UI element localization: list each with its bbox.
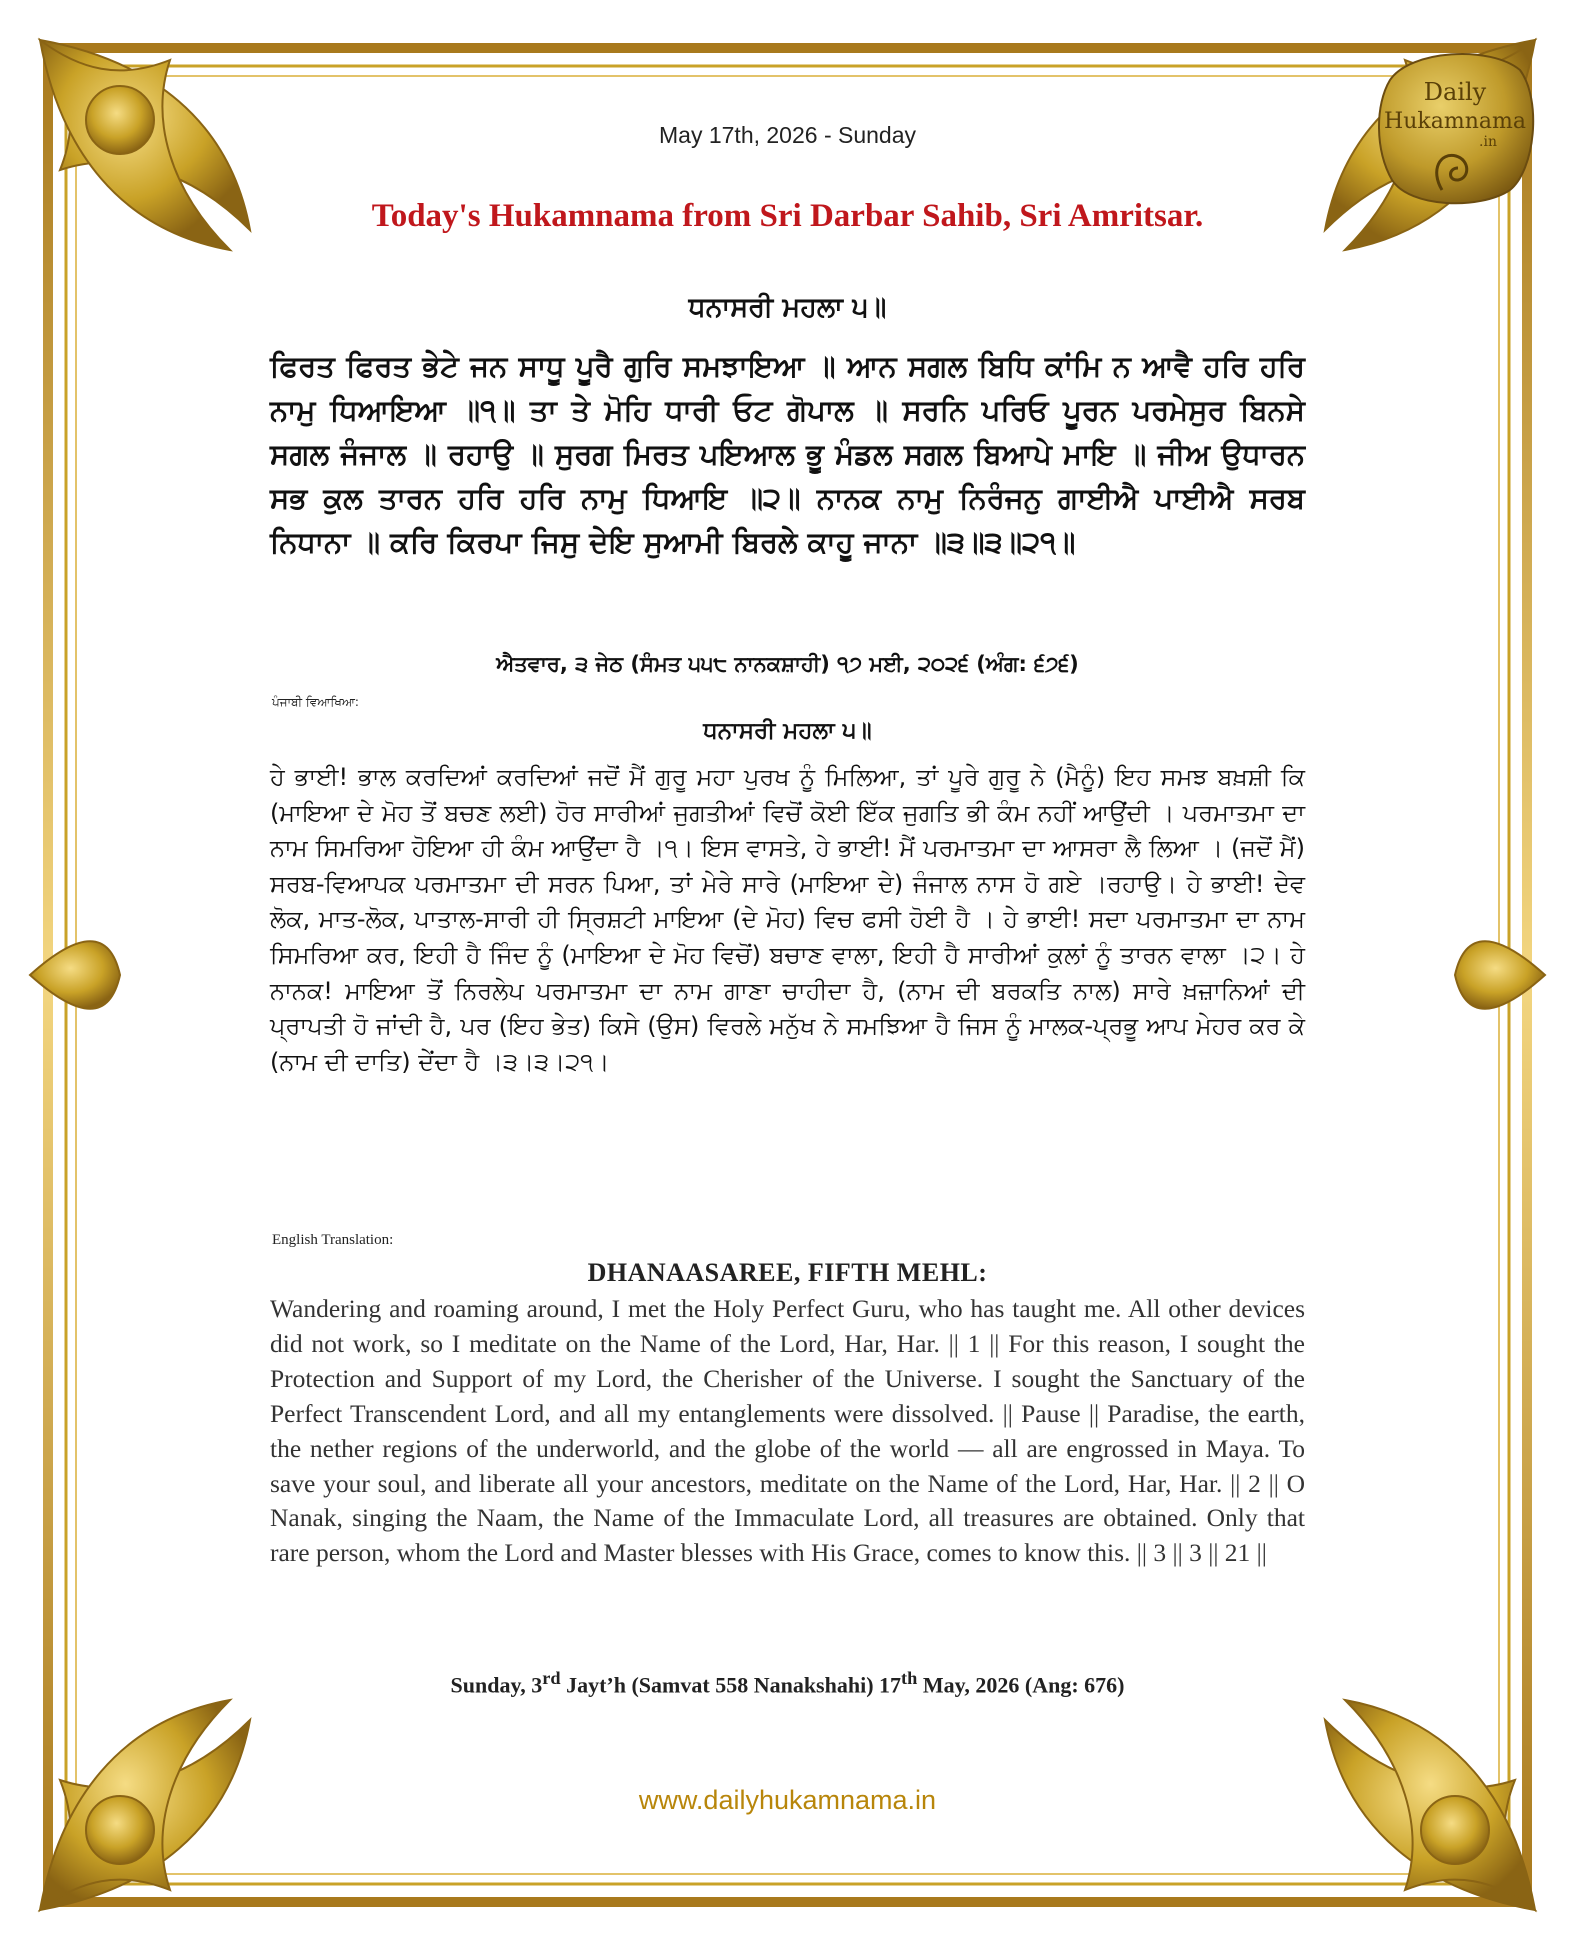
logo-line2: Hukamnama — [1384, 109, 1526, 134]
punjabi-explanation-label: ਪੰਜਾਬੀ ਵਿਆਖਿਆ: — [272, 695, 359, 709]
footer-part-b: Jayt’h (Samvat 558 Nanakshahi) 17 — [560, 1672, 902, 1698]
logo-line3: .in — [1479, 134, 1497, 150]
gurbani-text: ਫਿਰਤ ਫਿਰਤ ਭੇਟੇ ਜਨ ਸਾਧੂ ਪੂਰੈ ਗੁਰਿ ਸਮਝਾਇਆ ॥ ਆਨ ਸਗਲ ਬਿਧਿ ਕਾਂਮਿ ਨ ਆਵੈ ਹਰਿ ਹਰਿ ਨਾਮੁ ਧਿਆਇਆ ॥੧॥ ਤਾ ਤੇ ਮੋਹਿ ਧਾਰੀ ਓਟ ਗੋਪਾਲ ॥ ਸਰਨਿ ਪਰਿਓ ਪੂਰਨ ਪਰਮੇਸੁਰ ਬਿਨਸੇ ਸਗਲ ਜੰਜਾਲ ॥ ਰਹਾਉ ॥ ਸੁਰਗ ਮਿਰਤ ਪਇਆਲ ਭੂ ਮੰਡਲ ਸਗਲ ਬਿਆਪੇ ਮਾਇ ॥ ਜੀਅ ਉਧਾਰਨ ਸਭ ਕੁਲ ਤਾਰਨ ਹਰਿ ਹਰਿ ਨਾਮੁ ਧਿਆਇ ॥੨॥ ਨਾਨਕ ਨਾਮੁ ਨਿਰੰਜਨੁ ਗਾਈਐ ਪਾਈਐ ਸਰਬ ਨਿਧਾਨਾ ॥ ਕਰਿ ਕਿਰਪਾ ਜਿਸੁ ਦੇਇ ਸੁਆਮੀ ਬਿਰਲੇ ਕਾਹੂ ਜਾਨਾ ॥੩॥੩॥੨੧॥ — [270, 349, 1305, 559]
date-line: May 17th, 2026 - Sunday — [659, 122, 916, 148]
footer-sup-rd: rd — [542, 1668, 561, 1688]
website-link[interactable]: www.dailyhukamnama.in — [638, 1785, 937, 1815]
punjabi-explanation-text: ਹੇ ਭਾਈ! ਭਾਲ ਕਰਦਿਆਂ ਕਰਦਿਆਂ ਜਦੋਂ ਮੈਂ ਗੁਰੂ ਮਹਾ ਪੁਰਖ ਨੂੰ ਮਿਲਿਆ, ਤਾਂ ਪੂਰੇ ਗੁਰੂ ਨੇ (ਮੈਨੂੰ) ਇਹ ਸਮਝ ਬਖ਼ਸ਼ੀ ਕਿ (ਮਾਇਆ ਦੇ ਮੋਹ ਤੋਂ ਬਚਣ ਲਈ) ਹੋਰ ਸਾਰੀਆਂ ਜੁਗਤੀਆਂ ਵਿਚੋਂ ਕੋਈ ਇੱਕ ਜੁਗਤਿ ਭੀ ਕੰਮ ਨਹੀਂ ਆਉਂਦੀ । ਪਰਮਾਤਮਾ ਦਾ ਨਾਮ ਸਿਮਰਿਆ ਹੋਇਆ ਹੀ ਕੰਮ ਆਉਂਦਾ ਹੈ ।੧। ਇਸ ਵਾਸਤੇ, ਹੇ ਭਾਈ! ਮੈਂ ਪਰਮਾਤਮਾ ਦਾ ਆਸਰਾ ਲੈ ਲਿਆ । (ਜਦੋਂ ਮੈਂ) ਸਰਬ-ਵਿਆਪਕ ਪਰਮਾਤਮਾ ਦੀ ਸਰਨ ਪਿਆ, ਤਾਂ ਮੇਰੇ ਸਾਰੇ (ਮਾਇਆ ਦੇ) ਜੰਜਾਲ ਨਾਸ ਹੋ ਗਏ ।ਰਹਾਉ। ਹੇ ਭਾਈ! ਦੇਵ ਲੋਕ, ਮਾਤ-ਲੋਕ, ਪਾਤਾਲ-ਸਾਰੀ ਹੀ ਸ੍ਰਿਸ਼ਟੀ ਮਾਇਆ (ਦੇ ਮੋਹ) ਵਿਚ ਫਸੀ ਹੋਈ ਹੈ । ਹੇ ਭਾਈ! ਸਦਾ ਪਰਮਾਤਮਾ ਦਾ ਨਾਮ ਸਿਮਰਿਆ ਕਰ, ਇਹੀ ਹੈ ਜਿੰਦ ਨੂੰ (ਮਾਇਆ ਦੇ ਮੋਹ ਵਿਚੋਂ) ਬਚਾਣ ਵਾਲਾ, ਇਹੀ ਹੈ ਸਾਰੀਆਂ ਕੁਲਾਂ ਨੂੰ ਤਾਰਨ ਵਾਲਾ ।੨। ਹੇ ਨਾਨਕ! ਮਾਇਆ ਤੋਂ ਨਿਰਲੇਪ ਪਰਮਾਤਮਾ ਦਾ ਨਾਮ ਗਾਣਾ ਚਾਹੀਦਾ ਹੈ, (ਨਾਮ ਦੀ ਬਰਕਤਿ ਨਾਲ) ਸਾਰੇ ਖ਼ਜ਼ਾਨਿਆਂ ਦੀ ਪ੍ਰਾਪਤੀ ਹੋ ਜਾਂਦੀ ਹੈ, ਪਰ (ਇਹ ਭੇਤ) ਕਿਸੇ (ਉਸ) ਵਿਰਲੇ ਮਨੁੱਖ ਨੇ ਸਮਝਿਆ ਹੈ ਜਿਸ ਨੂੰ ਮਾਲਕ-ਪ੍ਰਭੂ ਆਪ ਮੇਹਰ ਕਰ ਕੇ (ਨਾਮ ਦੀ ਦਾਤਿ) ਦੇਂਦਾ ਹੈ ।੩।੩।੨੧। — [270, 763, 1305, 1076]
logo-line1: Daily — [1423, 78, 1487, 106]
english-date-footer — [270, 1668, 1305, 1698]
footer-part-a: Sunday, 3 — [450, 1672, 543, 1698]
english-translation-label: English Translation: — [272, 1232, 394, 1248]
english-translation-text: Wandering and roaming around, I met the Holy Perfect Guru, who has taught me. All other devices did not work, so I meditate on the Name of the Lord, Har, Har. || 1 || For this reason, I sought the Protection and Support of my Lord, the Cherisher of the Universe. I sought the Sanctuary of the Perfect Transcendent Lord, and all my entanglements were dissolved. || Pause || Paradise, the earth, the nether regions of the underworld, and the globe of the world — all are engrossed in Maya. To save your soul, and liberate all your ancestors, meditate on the Name of the Lord, Har, Har. || 2 || O Nanak, singing the Naam, the Name of the Immaculate Lord, all treasures are obtained. Only that rare person, whom the Lord and Master blesses with His Grace, comes to know this. || 3 || 3 || 21 || — [270, 1294, 1305, 1568]
punjabi-date-meta: ਐਤਵਾਰ, ੩ ਜੇਠ (ਸੰਮਤ ੫੫੮ ਨਾਨਕਸ਼ਾਹੀ) ੧੭ ਮਈ, ੨੦੨੬ (ਅੰਗ: ੬੭੬) — [496, 652, 1079, 676]
gurbani-heading: ਧਨਾਸਰੀ ਮਹਲਾ ੫॥ — [688, 292, 887, 323]
footer-part-c: May, 2026 (Ang: 676) — [917, 1672, 1125, 1698]
english-heading: DHANAASAREE, FIFTH MEHL: — [587, 1258, 988, 1287]
punjabi-explanation-heading: ਧਨਾਸਰੀ ਮਹਲਾ ੫॥ — [703, 718, 872, 744]
footer-sup-th: th — [901, 1668, 918, 1688]
page-title: Today's Hukamnama from Sri Darbar Sahib, Sri Amritsar. — [371, 198, 1204, 234]
